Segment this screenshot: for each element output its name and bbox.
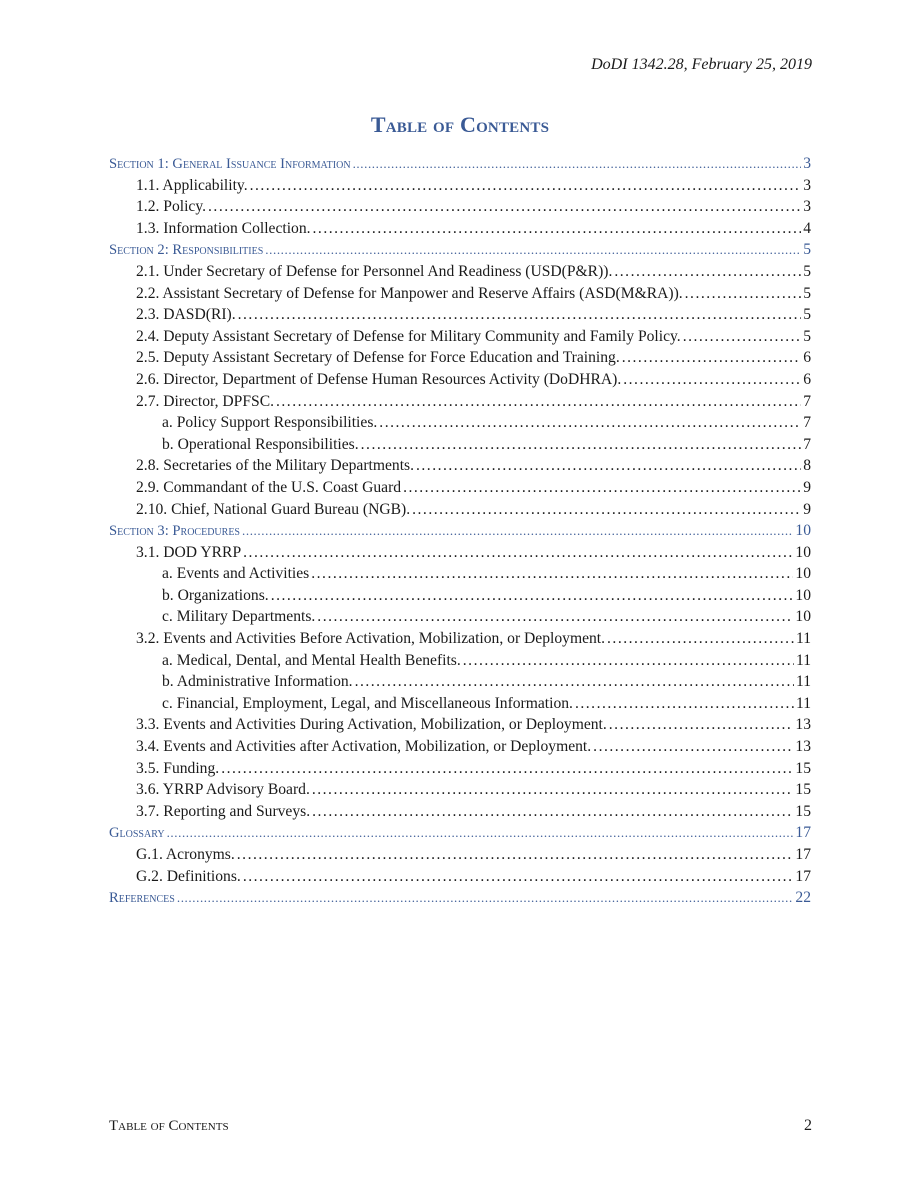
page-title: Table of Contents (370, 112, 550, 137)
dot-leader (237, 846, 794, 864)
toc-entry-label: 1.3. Information Collection. (136, 219, 311, 237)
toc-section-entry[interactable] (109, 889, 811, 911)
toc-entry-page: 10 (795, 543, 811, 561)
toc-entry-label: 2.9. Commandant of the U.S. Coast Guard (136, 478, 402, 496)
toc-entry-label: a. Events and Activities (162, 565, 310, 583)
toc-entry-page: 11 (795, 694, 811, 712)
dot-leader (167, 825, 794, 841)
toc-entry-page: 13 (795, 738, 811, 756)
toc-entry-page: 4 (803, 219, 811, 237)
toc-entry[interactable] (109, 608, 811, 630)
toc-entry[interactable] (109, 565, 811, 587)
toc-entry-page: 5 (803, 284, 811, 302)
toc-entry-label: 2.7. Director, DPFSC. (136, 392, 274, 410)
toc-entry-page: 10 (795, 565, 811, 583)
toc-entry-page: 5 (803, 262, 811, 280)
toc-entry[interactable] (109, 695, 811, 717)
dot-leader (412, 501, 801, 519)
toc-entry[interactable] (109, 544, 811, 566)
toc-entry[interactable] (109, 716, 811, 738)
toc-entry-page: 10 (795, 586, 811, 604)
toc-entry-page: 5 (803, 306, 811, 324)
dot-leader (317, 608, 793, 626)
toc-entry-page: 3 (803, 176, 811, 194)
toc-entry[interactable] (109, 738, 811, 760)
dot-leader (312, 781, 794, 799)
toc-entry[interactable] (109, 479, 811, 501)
footer-section-label: Table of Contents (109, 1118, 229, 1134)
toc-entry-label: c. Military Departments. (162, 608, 316, 626)
toc-entry-label: 1.1. Applicability. (136, 176, 248, 194)
dot-leader (208, 198, 801, 216)
dot-leader (403, 479, 801, 497)
toc-entry-label: 2.3. DASD(RI). (136, 306, 236, 324)
toc-entry-page: 11 (795, 630, 811, 648)
dot-leader (221, 760, 793, 778)
toc-entry-label: Section 3: Procedures (109, 523, 240, 540)
dot-leader (311, 565, 793, 583)
dot-leader (271, 587, 794, 605)
toc-entry[interactable] (109, 630, 811, 652)
toc-entry[interactable] (109, 285, 811, 307)
dot-leader (607, 630, 794, 648)
toc-entry[interactable] (109, 457, 811, 479)
toc-section-entry[interactable] (109, 522, 811, 544)
dot-leader (685, 285, 802, 303)
dot-leader (623, 371, 801, 389)
toc-entry-label: 3.6. YRRP Advisory Board. (136, 781, 310, 799)
toc-entry-page: 8 (803, 457, 811, 475)
toc-entry-label: References (109, 890, 175, 907)
toc-entry-label: 3.4. Events and Activities after Activation, Mobilization, or Deployment. (136, 738, 592, 756)
toc-entry-label: 1.2. Policy. (136, 198, 207, 216)
toc-entry-page: 7 (803, 392, 811, 410)
toc-entry-label: 3.2. Events and Activities Before Activation, Mobilization, or Deployment. (136, 630, 606, 648)
toc-entry[interactable] (109, 673, 811, 695)
toc-entry-label: 2.2. Assistant Secretary of Defense for Manpower and Reserve Affairs (ASD(M&RA)). (136, 284, 683, 302)
toc-entry[interactable] (109, 846, 811, 868)
toc-entry[interactable] (109, 436, 811, 458)
toc-entry-label: 2.8. Secretaries of the Military Departments. (136, 457, 414, 475)
dot-leader (683, 328, 802, 346)
dot-leader (593, 738, 793, 756)
toc-entry-label: 2.4. Deputy Assistant Secretary of Defense for Military Community and Family Policy. (136, 327, 681, 345)
toc-entry[interactable] (109, 652, 811, 674)
toc-entry[interactable] (109, 414, 811, 436)
dot-leader (312, 803, 793, 821)
toc-entry-label: Glossary (109, 825, 165, 842)
toc-entry-label: G.2. Definitions. (136, 867, 241, 885)
dot-leader (250, 177, 802, 195)
toc-entry-label: b. Organizations. (162, 586, 269, 604)
toc-entry-page: 15 (795, 759, 811, 777)
toc-entry-page: 17 (795, 867, 811, 885)
dot-leader (463, 652, 794, 670)
toc-entry-page: 17 (795, 846, 811, 863)
toc-entry-label: 3.7. Reporting and Surveys. (136, 802, 311, 820)
toc-section-entry[interactable] (109, 241, 811, 263)
toc-entry-page: 22 (795, 889, 811, 907)
toc-entry-page: 11 (795, 673, 811, 691)
toc-entry-page: 5 (803, 241, 811, 259)
dot-leader (242, 523, 793, 539)
toc-entry-label: 2.1. Under Secretary of Defense for Personnel And Readiness (USD(P&R)). (136, 262, 613, 280)
dot-leader (243, 868, 794, 886)
toc-entry-label: 2.10. Chief, National Guard Bureau (NGB). (136, 500, 411, 518)
toc-entry-page: 15 (795, 802, 811, 820)
toc-entry-label: c. Financial, Employment, Legal, and Miscellaneous Information. (162, 694, 573, 712)
dot-leader (243, 544, 793, 562)
toc-entry-label: b. Operational Responsibilities. (162, 435, 359, 453)
toc-entry[interactable] (109, 198, 811, 220)
dot-leader (575, 695, 794, 713)
toc-entry-page: 5 (803, 327, 811, 345)
dot-leader (276, 393, 801, 411)
dot-leader (416, 457, 801, 475)
toc-entry-label: 2.6. Director, Department of Defense Human Resources Activity (DoDHRA). (136, 370, 622, 388)
dot-leader (265, 242, 801, 258)
toc-entry-label: Section 1: General Issuance Information (109, 156, 351, 172)
toc-entry[interactable] (109, 501, 811, 523)
toc-entry-label: 2.5. Deputy Assistant Secretary of Defense for Force Education and Training. (136, 349, 620, 367)
dot-leader (609, 716, 794, 734)
toc-entry-page: 3 (803, 198, 811, 216)
dot-leader (614, 263, 801, 281)
toc-entry[interactable] (109, 177, 811, 199)
dot-leader (313, 220, 802, 238)
toc-entry[interactable] (109, 781, 811, 803)
dot-leader (353, 156, 802, 172)
toc-entry-page: 3 (803, 155, 811, 172)
toc-entry-page: 9 (803, 478, 811, 496)
document-reference: DoDI 1342.28, February 25, 2019 (591, 56, 812, 73)
toc-entry-page: 13 (795, 716, 811, 734)
toc-entry[interactable] (109, 868, 811, 890)
toc-entry-page: 11 (795, 651, 811, 669)
toc-entry-page: 6 (803, 349, 811, 367)
toc-entry-label: Section 2: Responsibilities (109, 242, 264, 259)
toc-entry[interactable] (109, 760, 811, 782)
toc-entry-label: G.1. Acronyms. (136, 846, 235, 863)
toc-entry[interactable] (109, 220, 811, 242)
toc-entry-label: a. Medical, Dental, and Mental Health Benefits. (162, 651, 461, 669)
toc-entry[interactable] (109, 393, 811, 415)
toc-entry[interactable] (109, 349, 811, 371)
toc-entry-label: b. Administrative Information. (162, 673, 353, 691)
toc-section-entry[interactable] (109, 824, 811, 846)
toc-entry[interactable] (109, 328, 811, 350)
dot-leader (177, 890, 794, 906)
toc-list (109, 155, 811, 911)
toc-entry-label: 3.1. DOD YRRP (136, 543, 242, 561)
toc-entry-page: 7 (803, 414, 811, 432)
toc-entry-page: 10 (795, 608, 811, 626)
toc-entry[interactable] (109, 803, 811, 825)
toc-entry-label: 3.3. Events and Activities During Activation, Mobilization, or Deployment. (136, 716, 607, 734)
dot-leader (238, 306, 802, 324)
toc-entry-page: 17 (795, 824, 811, 842)
toc-entry-page: 9 (803, 500, 811, 518)
toc-entry-page: 6 (803, 370, 811, 388)
toc-entry[interactable] (109, 587, 811, 609)
footer-page-number: 2 (804, 1117, 812, 1134)
toc-entry-page: 7 (803, 435, 811, 453)
toc-entry[interactable] (109, 306, 811, 328)
dot-leader (355, 673, 794, 691)
dot-leader (622, 349, 801, 367)
toc-entry[interactable] (109, 371, 811, 393)
dot-leader (361, 436, 802, 454)
toc-section-entry[interactable] (109, 155, 811, 177)
toc-entry[interactable] (109, 263, 811, 285)
dot-leader (379, 414, 801, 432)
toc-entry-page: 10 (795, 522, 811, 540)
toc-entry-page: 15 (795, 781, 811, 799)
toc-entry-label: a. Policy Support Responsibilities. (162, 414, 378, 432)
toc-entry-label: 3.5. Funding. (136, 759, 220, 777)
